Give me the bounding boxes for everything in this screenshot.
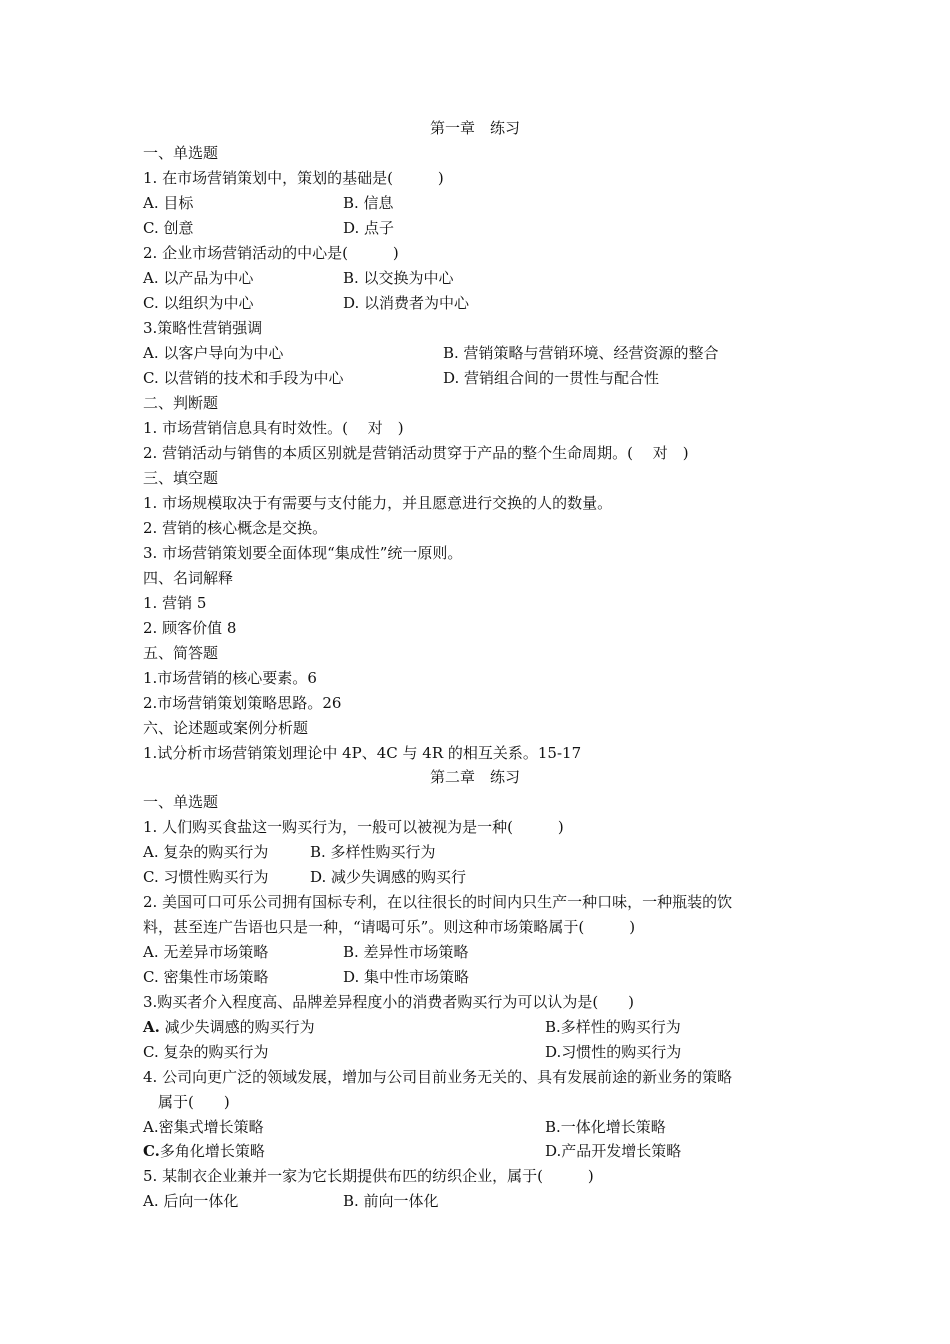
ch2-q2-option-c: C. 密集性市场策略 (143, 968, 269, 986)
ch1-term-1: 1. 营销 5 (143, 594, 207, 612)
ch1-term-2: 2. 顾客价值 8 (143, 619, 237, 637)
ch2-q3-option-b: B.多样性的购买行为 (545, 1018, 681, 1036)
ch2-q5-option-a: A. 后向一体化 (143, 1192, 239, 1210)
ch1-section-terms: 四、名词解释 (143, 569, 234, 587)
ch2-q2-line-1: 2. 美国可口可乐公司拥有国标专利，在以往很长的时间内只生产一种口味，一种瓶装的饮 (143, 893, 733, 911)
ch1-q2-option-a: A. 以产品为中心 (143, 269, 254, 287)
ch1-q3-option-d: D. 营销组合间的一贯性与配合性 (443, 369, 660, 387)
option-text: 减少失调感的购买行为 (159, 1018, 315, 1036)
ch2-q5: 5. 某制衣企业兼并一家为它长期提供布匹的纺织企业，属于( ) (143, 1167, 594, 1185)
ch2-q3-option-d: D.习惯性的购买行为 (545, 1043, 682, 1061)
ch1-short-1: 1.市场营销的核心要素。6 (143, 669, 317, 687)
ch1-q1: 1. 在市场营销策划中，策划的基础是( ) (143, 169, 444, 187)
ch2-q2-line-2: 料，甚至连广告语也只是一种，“请喝可乐”。则这种市场策略属于( ) (143, 918, 636, 936)
ch2-q4-line-2: 属于( ) (158, 1093, 230, 1111)
ch1-q2: 2. 企业市场营销活动的中心是( ) (143, 244, 399, 262)
ch1-fill-3: 3. 市场营销策划要全面体现“集成性”统一原则。 (143, 544, 463, 562)
ch2-q3-option-a (143, 1017, 315, 1037)
ch1-q2-option-d: D. 以消费者为中心 (343, 294, 470, 312)
ch1-short-2: 2.市场营销策划策略思路。26 (143, 694, 342, 712)
ch2-q1-option-b: B. 多样性购买行为 (310, 843, 436, 861)
ch2-q4-option-d: D.产品开发增长策略 (545, 1142, 682, 1160)
ch1-q1-option-a: A. 目标 (143, 194, 194, 212)
ch1-fill-2: 2. 营销的核心概念是交换。 (143, 519, 328, 537)
ch1-q3: 3.策略性营销强调 (143, 319, 263, 337)
ch2-q4-option-c (143, 1141, 265, 1161)
ch1-q3-option-b: B. 营销策略与营销环境、经营资源的整合 (443, 344, 719, 362)
chapter-1-title: 第一章 练习 (429, 119, 520, 137)
ch1-q2-option-c: C. 以组织为中心 (143, 294, 254, 312)
ch2-q2-option-d: D. 集中性市场策略 (343, 968, 470, 986)
ch2-q5-option-b: B. 前向一体化 (343, 1192, 439, 1210)
ch2-q4-option-a: A.密集式增长策略 (143, 1118, 264, 1136)
ch1-q1-option-c: C. 创意 (143, 219, 194, 237)
ch2-q4-option-b: B.一体化增长策略 (545, 1118, 666, 1136)
ch2-q1-option-a: A. 复杂的购买行为 (143, 843, 269, 861)
ch2-q3: 3.购买者介入程度高、品牌差异程度小的消费者购买行为可以认为是( ) (143, 993, 635, 1011)
ch1-fill-1: 1. 市场规模取决于有需要与支付能力，并且愿意进行交换的人的数量。 (143, 494, 613, 512)
ch1-essay-1: 1.试分析市场营销策划理论中 4P、4C 与 4R 的相互关系。15-17 (143, 744, 582, 762)
ch1-q1-option-d: D. 点子 (343, 219, 395, 237)
ch1-q3-option-a: A. 以客户导向为中心 (143, 344, 284, 362)
ch1-q2-option-b: B. 以交换为中心 (343, 269, 454, 287)
option-text: 多角化增长策略 (159, 1142, 265, 1160)
ch1-q3-option-c: C. 以营销的技术和手段为中心 (143, 369, 344, 387)
ch2-q1: 1. 人们购买食盐这一购买行为，一般可以被视为是一种( ) (143, 818, 564, 836)
ch1-section-short-answer: 五、简答题 (143, 644, 219, 662)
ch1-q1-option-b: B. 信息 (343, 194, 394, 212)
ch2-q1-option-d: D. 减少失调感的购买行 (310, 868, 467, 886)
ch1-section-essay: 六、论述题或案例分析题 (143, 719, 309, 737)
ch1-section-single-choice: 一、单选题 (143, 144, 219, 162)
ch2-q3-option-c: C. 复杂的购买行为 (143, 1043, 269, 1061)
ch2-q4-line-1: 4. 公司向更广泛的领域发展，增加与公司目前业务无关的、具有发展前途的新业务的策略 (143, 1068, 733, 1086)
ch2-q2-option-b: B. 差异性市场策略 (343, 943, 469, 961)
ch2-q1-option-c: C. 习惯性购买行为 (143, 868, 269, 886)
ch1-section-true-false: 二、判断题 (143, 394, 219, 412)
ch2-section-single-choice: 一、单选题 (143, 793, 219, 811)
ch2-q2-option-a: A. 无差异市场策略 (143, 943, 269, 961)
ch1-section-fill-blank: 三、填空题 (143, 469, 219, 487)
chapter-2-title: 第二章 练习 (429, 768, 520, 786)
ch1-tf-2: 2. 营销活动与销售的本质区别就是营销活动贯穿于产品的整个生命周期。( 对 ) (143, 444, 689, 462)
option-key: C. (143, 1142, 160, 1160)
option-key: A. (143, 1018, 160, 1036)
ch1-tf-1: 1. 市场营销信息具有时效性。( 对 ) (143, 419, 404, 437)
